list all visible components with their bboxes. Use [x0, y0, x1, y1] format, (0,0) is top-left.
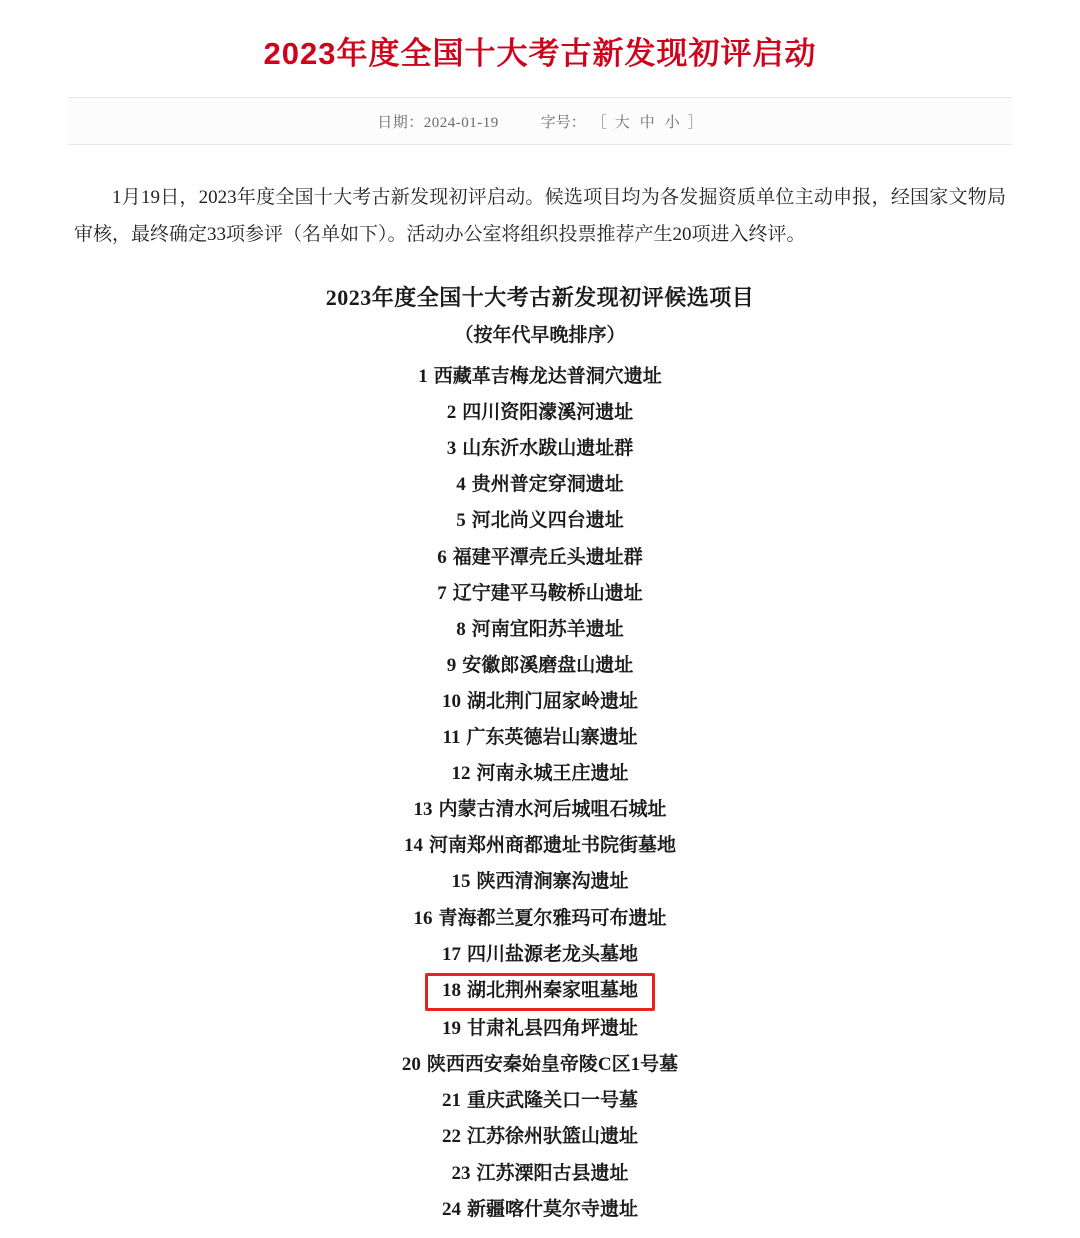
list-item-label: 四川盐源老龙头墓地 — [466, 943, 638, 965]
list-item-number: 16 — [413, 907, 433, 929]
list-item-label: 河南宜阳苏羊遗址 — [471, 618, 624, 640]
list-item-inner — [442, 937, 638, 973]
list-item-label: 湖北荆州秦家咀墓地 — [466, 979, 638, 1001]
list-item-number: 15 — [451, 871, 471, 893]
list-item-number: 13 — [413, 799, 433, 821]
list-item-label: 青海都兰夏尔雅玛可布遗址 — [438, 907, 667, 929]
list-item-inner — [447, 431, 634, 467]
list-item-inner — [447, 395, 634, 431]
list-item-inner — [437, 540, 643, 576]
list-item — [74, 792, 1006, 828]
list-item-inner — [443, 720, 638, 756]
list-item — [74, 684, 1006, 720]
list-item-number: 4 — [456, 474, 466, 496]
list-item-inner — [456, 503, 624, 539]
list-item-number: 2 — [446, 402, 457, 424]
list-item-label: 山东沂水跋山遗址群 — [462, 438, 634, 460]
list-item-label: 重庆武隆关口一号墓 — [466, 1090, 638, 1112]
bracket-close: ］ — [687, 114, 703, 131]
highlighted-entry — [425, 973, 655, 1012]
list-item — [74, 1119, 1006, 1155]
candidate-list-subtitle: （按年代早晚排序） — [454, 325, 626, 347]
list-item — [74, 395, 1006, 431]
candidate-project-list — [74, 359, 1006, 1228]
list-item-label: 陕西清涧寨沟遗址 — [476, 871, 629, 893]
list-item-inner — [437, 576, 643, 612]
list-item-number: 18 — [441, 979, 461, 1001]
list-item-number: 22 — [441, 1126, 461, 1148]
list-item — [74, 1047, 1006, 1083]
list-item-inner — [402, 1047, 678, 1083]
list-item-label: 新疆喀什莫尔寺遗址 — [466, 1198, 638, 1220]
list-item — [74, 901, 1006, 937]
date-label: 日期： — [377, 114, 424, 131]
list-item-inner — [442, 1011, 638, 1047]
list-item-number: 10 — [441, 690, 461, 712]
list-item-number: 20 — [401, 1054, 421, 1076]
list-item-inner — [451, 1156, 628, 1192]
list-item-inner — [442, 1192, 638, 1228]
list-item-number: 5 — [456, 510, 466, 532]
list-item — [74, 1156, 1006, 1192]
list-item-number: 11 — [442, 727, 461, 749]
date-value: 2024-01-19 — [423, 114, 499, 131]
article-body — [0, 145, 1080, 1238]
page-title: 2023年度全国十大考古新发现初评启动 — [263, 36, 817, 71]
list-item-number: 3 — [446, 438, 457, 460]
list-item-inner — [442, 1119, 638, 1155]
list-item-label: 辽宁建平马鞍桥山遗址 — [452, 582, 643, 604]
list-item-inner — [447, 648, 634, 684]
list-item-number: 17 — [441, 943, 461, 965]
font-size-small-button[interactable]: 小 — [664, 114, 680, 131]
list-item — [74, 648, 1006, 684]
list-item-number: 7 — [437, 582, 447, 604]
list-item-number: 9 — [446, 654, 457, 676]
list-item-label: 河北尚义四台遗址 — [471, 510, 624, 532]
list-item-number: 19 — [441, 1018, 461, 1040]
list-item — [74, 937, 1006, 973]
list-item-inner — [404, 828, 676, 864]
list-item-label: 湖北荆门屈家岭遗址 — [466, 690, 638, 712]
list-item-number: 6 — [437, 546, 447, 568]
list-item-inner — [451, 864, 628, 900]
list-item-label: 江苏溧阳古县遗址 — [476, 1162, 629, 1184]
list-item-label: 河南永城王庄遗址 — [476, 763, 629, 785]
candidate-list-title: 2023年度全国十大考古新发现初评候选项目 — [325, 285, 755, 311]
list-item-number: 14 — [403, 835, 423, 857]
list-item-number: 12 — [451, 763, 471, 785]
font-size-control — [541, 111, 703, 132]
list-item — [74, 359, 1006, 395]
list-item — [74, 720, 1006, 756]
list-item-number: 1 — [418, 366, 428, 388]
list-item-number: 23 — [451, 1162, 471, 1184]
list-item — [74, 431, 1006, 467]
list-item — [74, 503, 1006, 539]
list-item — [74, 540, 1006, 576]
list-item — [74, 467, 1006, 503]
list-item-inner — [413, 792, 666, 828]
list-item-label: 安徽郎溪磨盘山遗址 — [462, 654, 634, 676]
list-item-label: 陕西西安秦始皇帝陵C区1号墓 — [426, 1054, 679, 1076]
list-item-label: 江苏徐州驮篮山遗址 — [466, 1126, 638, 1148]
list-item-label: 广东英德岩山寨遗址 — [466, 727, 638, 749]
list-item-number: 21 — [441, 1090, 461, 1112]
list-item — [74, 612, 1006, 648]
list-item-inner — [456, 467, 624, 503]
list-item-label: 西藏革吉梅龙达普洞穴遗址 — [433, 366, 662, 388]
list-item — [74, 1011, 1006, 1047]
list-item-inner — [418, 359, 662, 395]
list-item — [74, 864, 1006, 900]
list-item — [74, 576, 1006, 612]
list-item-label: 内蒙古清水河后城咀石城址 — [438, 799, 667, 821]
list-item-label: 贵州普定穿洞遗址 — [471, 474, 624, 496]
font-size-medium-button[interactable]: 中 — [639, 114, 655, 131]
list-item — [74, 828, 1006, 864]
list-item-inner — [413, 901, 666, 937]
list-item-inner — [456, 612, 624, 648]
list-item — [74, 1083, 1006, 1119]
font-size-label: 字号： — [540, 114, 586, 131]
list-item-number: 8 — [456, 618, 466, 640]
list-item-label: 甘肃礼县四角坪遗址 — [466, 1018, 638, 1040]
list-item — [74, 1192, 1006, 1228]
publish-date — [377, 111, 499, 132]
list-item-number: 24 — [441, 1198, 461, 1220]
font-size-large-button[interactable]: 大 — [614, 114, 630, 131]
list-item — [74, 756, 1006, 792]
list-item-inner — [442, 684, 638, 720]
article-paragraph: 1月19日，2023年度全国十大考古新发现初评启动。候选项目均为各发掘资质单位主动申报，经国家文物局审核，最终确定33项参评（名单如下）。活动办公室将组织投票推荐产生20项进入终评。 — [74, 187, 1006, 246]
article-meta-bar — [68, 97, 1012, 145]
list-item-label: 四川资阳濛溪河遗址 — [462, 402, 634, 424]
list-item-label: 河南郑州商都遗址书院街墓地 — [428, 835, 676, 857]
list-item — [74, 973, 1006, 1012]
list-item-inner — [442, 1083, 638, 1119]
bracket-open: ［ — [591, 114, 607, 131]
list-item-inner — [451, 756, 628, 792]
list-item-label: 福建平潭壳丘头遗址群 — [452, 546, 643, 568]
